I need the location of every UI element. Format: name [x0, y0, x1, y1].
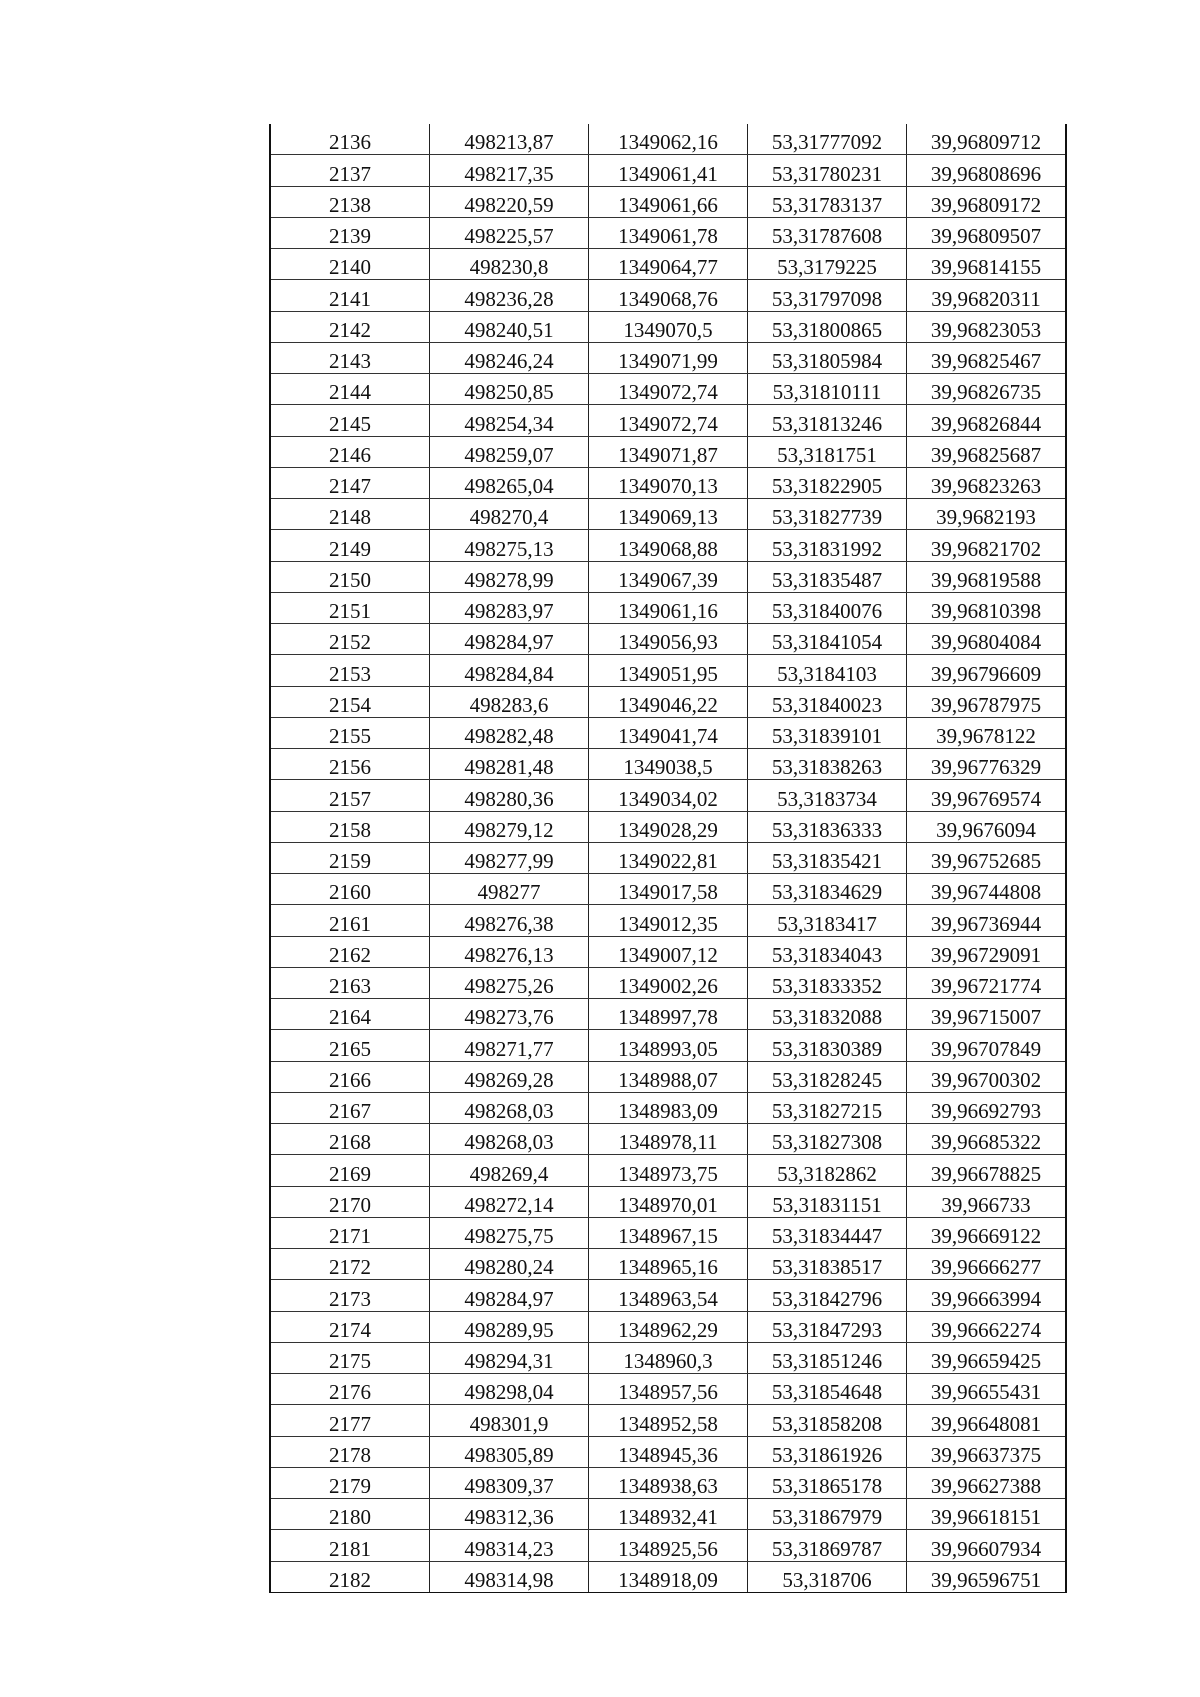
longitude-cell: 39,96666277	[907, 1249, 1067, 1280]
latitude-cell: 53,31869787	[748, 1530, 907, 1561]
latitude-cell: 53,3183417	[748, 905, 907, 936]
y-coordinate-cell: 1349051,95	[589, 655, 748, 686]
point-number-cell: 2153	[270, 655, 430, 686]
longitude-cell: 39,96618151	[907, 1499, 1067, 1530]
latitude-cell: 53,31842796	[748, 1280, 907, 1311]
x-coordinate-cell: 498282,48	[430, 717, 589, 748]
y-coordinate-cell: 1349012,35	[589, 905, 748, 936]
x-coordinate-cell: 498301,9	[430, 1405, 589, 1436]
longitude-cell: 39,96826735	[907, 374, 1067, 405]
point-number-cell: 2145	[270, 405, 430, 436]
longitude-cell: 39,96700302	[907, 1061, 1067, 1092]
longitude-cell: 39,96787975	[907, 686, 1067, 717]
latitude-cell: 53,31839101	[748, 717, 907, 748]
latitude-cell: 53,31865178	[748, 1467, 907, 1498]
x-coordinate-cell: 498220,59	[430, 186, 589, 217]
latitude-cell: 53,31830389	[748, 1030, 907, 1061]
longitude-cell: 39,96655431	[907, 1374, 1067, 1405]
longitude-cell: 39,96627388	[907, 1467, 1067, 1498]
point-number-cell: 2141	[270, 280, 430, 311]
table-row	[270, 1280, 1066, 1311]
latitude-cell: 53,31783137	[748, 186, 907, 217]
point-number-cell: 2147	[270, 467, 430, 498]
point-number-cell: 2149	[270, 530, 430, 561]
longitude-cell: 39,96825687	[907, 436, 1067, 467]
x-coordinate-cell: 498250,85	[430, 374, 589, 405]
x-coordinate-cell: 498273,76	[430, 999, 589, 1030]
longitude-cell: 39,96776329	[907, 749, 1067, 780]
latitude-cell: 53,31813246	[748, 405, 907, 436]
latitude-cell: 53,31787608	[748, 217, 907, 248]
table-row	[270, 499, 1066, 530]
table-row	[270, 1124, 1066, 1155]
coordinates-table	[269, 124, 1067, 1593]
latitude-cell: 53,31828245	[748, 1061, 907, 1092]
longitude-cell: 39,96819588	[907, 561, 1067, 592]
latitude-cell: 53,31854648	[748, 1374, 907, 1405]
longitude-cell: 39,96823053	[907, 311, 1067, 342]
longitude-cell: 39,96808696	[907, 155, 1067, 186]
point-number-cell: 2177	[270, 1405, 430, 1436]
table-row	[270, 811, 1066, 842]
x-coordinate-cell: 498309,37	[430, 1467, 589, 1498]
y-coordinate-cell: 1348963,54	[589, 1280, 748, 1311]
latitude-cell: 53,31827739	[748, 499, 907, 530]
y-coordinate-cell: 1349072,74	[589, 374, 748, 405]
latitude-cell: 53,31805984	[748, 342, 907, 373]
table-row	[270, 530, 1066, 561]
y-coordinate-cell: 1348918,09	[589, 1561, 748, 1592]
point-number-cell: 2173	[270, 1280, 430, 1311]
point-number-cell: 2137	[270, 155, 430, 186]
point-number-cell: 2158	[270, 811, 430, 842]
latitude-cell: 53,31838517	[748, 1249, 907, 1280]
x-coordinate-cell: 498268,03	[430, 1124, 589, 1155]
y-coordinate-cell: 1349061,78	[589, 217, 748, 248]
y-coordinate-cell: 1349017,58	[589, 874, 748, 905]
longitude-cell: 39,96669122	[907, 1217, 1067, 1248]
table-row	[270, 1342, 1066, 1373]
y-coordinate-cell: 1348932,41	[589, 1499, 748, 1530]
y-coordinate-cell: 1348970,01	[589, 1186, 748, 1217]
table-row	[270, 686, 1066, 717]
longitude-cell: 39,96744808	[907, 874, 1067, 905]
point-number-cell: 2167	[270, 1092, 430, 1123]
y-coordinate-cell: 1349022,81	[589, 842, 748, 873]
latitude-cell: 53,3179225	[748, 249, 907, 280]
y-coordinate-cell: 1349067,39	[589, 561, 748, 592]
x-coordinate-cell: 498268,03	[430, 1092, 589, 1123]
x-coordinate-cell: 498278,99	[430, 561, 589, 592]
latitude-cell: 53,31851246	[748, 1342, 907, 1373]
point-number-cell: 2154	[270, 686, 430, 717]
table-row	[270, 1405, 1066, 1436]
point-number-cell: 2171	[270, 1217, 430, 1248]
x-coordinate-cell: 498279,12	[430, 811, 589, 842]
latitude-cell: 53,31834629	[748, 874, 907, 905]
y-coordinate-cell: 1348967,15	[589, 1217, 748, 1248]
table-row	[270, 436, 1066, 467]
longitude-cell: 39,96736944	[907, 905, 1067, 936]
y-coordinate-cell: 1348945,36	[589, 1436, 748, 1467]
table-row	[270, 374, 1066, 405]
y-coordinate-cell: 1349002,26	[589, 967, 748, 998]
y-coordinate-cell: 1348978,11	[589, 1124, 748, 1155]
x-coordinate-cell: 498312,36	[430, 1499, 589, 1530]
y-coordinate-cell: 1348997,78	[589, 999, 748, 1030]
point-number-cell: 2146	[270, 436, 430, 467]
point-number-cell: 2172	[270, 1249, 430, 1280]
latitude-cell: 53,31835421	[748, 842, 907, 873]
longitude-cell: 39,96692793	[907, 1092, 1067, 1123]
y-coordinate-cell: 1348962,29	[589, 1311, 748, 1342]
point-number-cell: 2143	[270, 342, 430, 373]
table-row	[270, 1061, 1066, 1092]
point-number-cell: 2138	[270, 186, 430, 217]
x-coordinate-cell: 498277	[430, 874, 589, 905]
point-number-cell: 2160	[270, 874, 430, 905]
longitude-cell: 39,96820311	[907, 280, 1067, 311]
table-row	[270, 280, 1066, 311]
latitude-cell: 53,31834447	[748, 1217, 907, 1248]
latitude-cell: 53,31832088	[748, 999, 907, 1030]
point-number-cell: 2165	[270, 1030, 430, 1061]
point-number-cell: 2150	[270, 561, 430, 592]
y-coordinate-cell: 1349068,88	[589, 530, 748, 561]
x-coordinate-cell: 498284,97	[430, 624, 589, 655]
longitude-cell: 39,96825467	[907, 342, 1067, 373]
longitude-cell: 39,96685322	[907, 1124, 1067, 1155]
point-number-cell: 2155	[270, 717, 430, 748]
longitude-cell: 39,96729091	[907, 936, 1067, 967]
point-number-cell: 2180	[270, 1499, 430, 1530]
table-row	[270, 655, 1066, 686]
x-coordinate-cell: 498314,98	[430, 1561, 589, 1592]
longitude-cell: 39,96809507	[907, 217, 1067, 248]
y-coordinate-cell: 1349068,76	[589, 280, 748, 311]
x-coordinate-cell: 498246,24	[430, 342, 589, 373]
table-row	[270, 1374, 1066, 1405]
latitude-cell: 53,3184103	[748, 655, 907, 686]
longitude-cell: 39,9676094	[907, 811, 1067, 842]
table-row	[270, 1030, 1066, 1061]
point-number-cell: 2136	[270, 124, 430, 155]
y-coordinate-cell: 1349061,16	[589, 592, 748, 623]
x-coordinate-cell: 498225,57	[430, 217, 589, 248]
x-coordinate-cell: 498269,4	[430, 1155, 589, 1186]
y-coordinate-cell: 1349071,99	[589, 342, 748, 373]
x-coordinate-cell: 498276,13	[430, 936, 589, 967]
x-coordinate-cell: 498213,87	[430, 124, 589, 155]
longitude-cell: 39,96707849	[907, 1030, 1067, 1061]
table-row	[270, 1249, 1066, 1280]
x-coordinate-cell: 498265,04	[430, 467, 589, 498]
point-number-cell: 2168	[270, 1124, 430, 1155]
y-coordinate-cell: 1348993,05	[589, 1030, 748, 1061]
x-coordinate-cell: 498283,97	[430, 592, 589, 623]
longitude-cell: 39,96678825	[907, 1155, 1067, 1186]
point-number-cell: 2152	[270, 624, 430, 655]
point-number-cell: 2139	[270, 217, 430, 248]
longitude-cell: 39,96752685	[907, 842, 1067, 873]
x-coordinate-cell: 498271,77	[430, 1030, 589, 1061]
point-number-cell: 2164	[270, 999, 430, 1030]
longitude-cell: 39,96823263	[907, 467, 1067, 498]
latitude-cell: 53,31836333	[748, 811, 907, 842]
x-coordinate-cell: 498284,84	[430, 655, 589, 686]
x-coordinate-cell: 498275,26	[430, 967, 589, 998]
longitude-cell: 39,96637375	[907, 1436, 1067, 1467]
point-number-cell: 2163	[270, 967, 430, 998]
point-number-cell: 2157	[270, 780, 430, 811]
table-row	[270, 1467, 1066, 1498]
y-coordinate-cell: 1349007,12	[589, 936, 748, 967]
latitude-cell: 53,31858208	[748, 1405, 907, 1436]
latitude-cell: 53,31797098	[748, 280, 907, 311]
point-number-cell: 2142	[270, 311, 430, 342]
longitude-cell: 39,9682193	[907, 499, 1067, 530]
table-row	[270, 624, 1066, 655]
longitude-cell: 39,96769574	[907, 780, 1067, 811]
point-number-cell: 2174	[270, 1311, 430, 1342]
table-row	[270, 1499, 1066, 1530]
latitude-cell: 53,3183734	[748, 780, 907, 811]
table-row	[270, 217, 1066, 248]
longitude-cell: 39,96663994	[907, 1280, 1067, 1311]
point-number-cell: 2182	[270, 1561, 430, 1592]
latitude-cell: 53,31810111	[748, 374, 907, 405]
table-row	[270, 311, 1066, 342]
point-number-cell: 2148	[270, 499, 430, 530]
longitude-cell: 39,96721774	[907, 967, 1067, 998]
latitude-cell: 53,31834043	[748, 936, 907, 967]
point-number-cell: 2178	[270, 1436, 430, 1467]
longitude-cell: 39,96607934	[907, 1530, 1067, 1561]
point-number-cell: 2179	[270, 1467, 430, 1498]
x-coordinate-cell: 498276,38	[430, 905, 589, 936]
latitude-cell: 53,31800865	[748, 311, 907, 342]
x-coordinate-cell: 498289,95	[430, 1311, 589, 1342]
table-row	[270, 717, 1066, 748]
x-coordinate-cell: 498236,28	[430, 280, 589, 311]
x-coordinate-cell: 498230,8	[430, 249, 589, 280]
table-row	[270, 592, 1066, 623]
y-coordinate-cell: 1349064,77	[589, 249, 748, 280]
table-row	[270, 249, 1066, 280]
table-row	[270, 186, 1066, 217]
longitude-cell: 39,96810398	[907, 592, 1067, 623]
x-coordinate-cell: 498294,31	[430, 1342, 589, 1373]
latitude-cell: 53,31833352	[748, 967, 907, 998]
longitude-cell: 39,96809172	[907, 186, 1067, 217]
y-coordinate-cell: 1349070,13	[589, 467, 748, 498]
point-number-cell: 2170	[270, 1186, 430, 1217]
table-row	[270, 155, 1066, 186]
point-number-cell: 2156	[270, 749, 430, 780]
x-coordinate-cell: 498254,34	[430, 405, 589, 436]
longitude-cell: 39,96596751	[907, 1561, 1067, 1592]
latitude-cell: 53,31840023	[748, 686, 907, 717]
x-coordinate-cell: 498270,4	[430, 499, 589, 530]
x-coordinate-cell: 498275,75	[430, 1217, 589, 1248]
latitude-cell: 53,31838263	[748, 749, 907, 780]
table-row	[270, 1186, 1066, 1217]
table-row	[270, 342, 1066, 373]
latitude-cell: 53,3181751	[748, 436, 907, 467]
y-coordinate-cell: 1349062,16	[589, 124, 748, 155]
x-coordinate-cell: 498298,04	[430, 1374, 589, 1405]
longitude-cell: 39,96814155	[907, 249, 1067, 280]
x-coordinate-cell: 498217,35	[430, 155, 589, 186]
table-row	[270, 561, 1066, 592]
x-coordinate-cell: 498259,07	[430, 436, 589, 467]
latitude-cell: 53,31831151	[748, 1186, 907, 1217]
latitude-cell: 53,31827215	[748, 1092, 907, 1123]
longitude-cell: 39,96648081	[907, 1405, 1067, 1436]
y-coordinate-cell: 1348957,56	[589, 1374, 748, 1405]
point-number-cell: 2181	[270, 1530, 430, 1561]
y-coordinate-cell: 1348925,56	[589, 1530, 748, 1561]
table-row	[270, 1530, 1066, 1561]
latitude-cell: 53,31835487	[748, 561, 907, 592]
latitude-cell: 53,31841054	[748, 624, 907, 655]
latitude-cell: 53,318706	[748, 1561, 907, 1592]
x-coordinate-cell: 498284,97	[430, 1280, 589, 1311]
x-coordinate-cell: 498314,23	[430, 1530, 589, 1561]
longitude-cell: 39,96715007	[907, 999, 1067, 1030]
table-row	[270, 874, 1066, 905]
y-coordinate-cell: 1349071,87	[589, 436, 748, 467]
latitude-cell: 53,31777092	[748, 124, 907, 155]
x-coordinate-cell: 498272,14	[430, 1186, 589, 1217]
point-number-cell: 2140	[270, 249, 430, 280]
point-number-cell: 2161	[270, 905, 430, 936]
y-coordinate-cell: 1349056,93	[589, 624, 748, 655]
table-row	[270, 842, 1066, 873]
longitude-cell: 39,96821702	[907, 530, 1067, 561]
y-coordinate-cell: 1349046,22	[589, 686, 748, 717]
x-coordinate-cell: 498305,89	[430, 1436, 589, 1467]
table-row	[270, 967, 1066, 998]
latitude-cell: 53,31867979	[748, 1499, 907, 1530]
table-row	[270, 1155, 1066, 1186]
longitude-cell: 39,96662274	[907, 1311, 1067, 1342]
longitude-cell: 39,966733	[907, 1186, 1067, 1217]
y-coordinate-cell: 1348983,09	[589, 1092, 748, 1123]
point-number-cell: 2144	[270, 374, 430, 405]
point-number-cell: 2169	[270, 1155, 430, 1186]
table-row	[270, 124, 1066, 155]
table-row	[270, 999, 1066, 1030]
table-row	[270, 1311, 1066, 1342]
point-number-cell: 2151	[270, 592, 430, 623]
y-coordinate-cell: 1348938,63	[589, 1467, 748, 1498]
longitude-cell: 39,96659425	[907, 1342, 1067, 1373]
y-coordinate-cell: 1349041,74	[589, 717, 748, 748]
y-coordinate-cell: 1348960,3	[589, 1342, 748, 1373]
x-coordinate-cell: 498281,48	[430, 749, 589, 780]
coordinates-table-body	[270, 124, 1066, 1592]
y-coordinate-cell: 1349034,02	[589, 780, 748, 811]
y-coordinate-cell: 1349072,74	[589, 405, 748, 436]
table-row	[270, 467, 1066, 498]
latitude-cell: 53,31827308	[748, 1124, 907, 1155]
point-number-cell: 2176	[270, 1374, 430, 1405]
longitude-cell: 39,9678122	[907, 717, 1067, 748]
point-number-cell: 2162	[270, 936, 430, 967]
longitude-cell: 39,96826844	[907, 405, 1067, 436]
y-coordinate-cell: 1349038,5	[589, 749, 748, 780]
y-coordinate-cell: 1349061,41	[589, 155, 748, 186]
x-coordinate-cell: 498240,51	[430, 311, 589, 342]
table-row	[270, 1561, 1066, 1592]
x-coordinate-cell: 498280,36	[430, 780, 589, 811]
point-number-cell: 2159	[270, 842, 430, 873]
x-coordinate-cell: 498275,13	[430, 530, 589, 561]
table-row	[270, 780, 1066, 811]
y-coordinate-cell: 1349069,13	[589, 499, 748, 530]
x-coordinate-cell: 498280,24	[430, 1249, 589, 1280]
table-row	[270, 1436, 1066, 1467]
latitude-cell: 53,31847293	[748, 1311, 907, 1342]
x-coordinate-cell: 498283,6	[430, 686, 589, 717]
point-number-cell: 2175	[270, 1342, 430, 1373]
table-row	[270, 1217, 1066, 1248]
y-coordinate-cell: 1348965,16	[589, 1249, 748, 1280]
point-number-cell: 2166	[270, 1061, 430, 1092]
table-row	[270, 905, 1066, 936]
longitude-cell: 39,96804084	[907, 624, 1067, 655]
latitude-cell: 53,31861926	[748, 1436, 907, 1467]
table-row	[270, 749, 1066, 780]
y-coordinate-cell: 1348988,07	[589, 1061, 748, 1092]
latitude-cell: 53,31831992	[748, 530, 907, 561]
table-row	[270, 1092, 1066, 1123]
x-coordinate-cell: 498277,99	[430, 842, 589, 873]
latitude-cell: 53,3182862	[748, 1155, 907, 1186]
y-coordinate-cell: 1348973,75	[589, 1155, 748, 1186]
x-coordinate-cell: 498269,28	[430, 1061, 589, 1092]
latitude-cell: 53,31822905	[748, 467, 907, 498]
table-row	[270, 936, 1066, 967]
y-coordinate-cell: 1349070,5	[589, 311, 748, 342]
latitude-cell: 53,31840076	[748, 592, 907, 623]
y-coordinate-cell: 1349028,29	[589, 811, 748, 842]
latitude-cell: 53,31780231	[748, 155, 907, 186]
longitude-cell: 39,96796609	[907, 655, 1067, 686]
table-row	[270, 405, 1066, 436]
y-coordinate-cell: 1349061,66	[589, 186, 748, 217]
y-coordinate-cell: 1348952,58	[589, 1405, 748, 1436]
longitude-cell: 39,96809712	[907, 124, 1067, 155]
